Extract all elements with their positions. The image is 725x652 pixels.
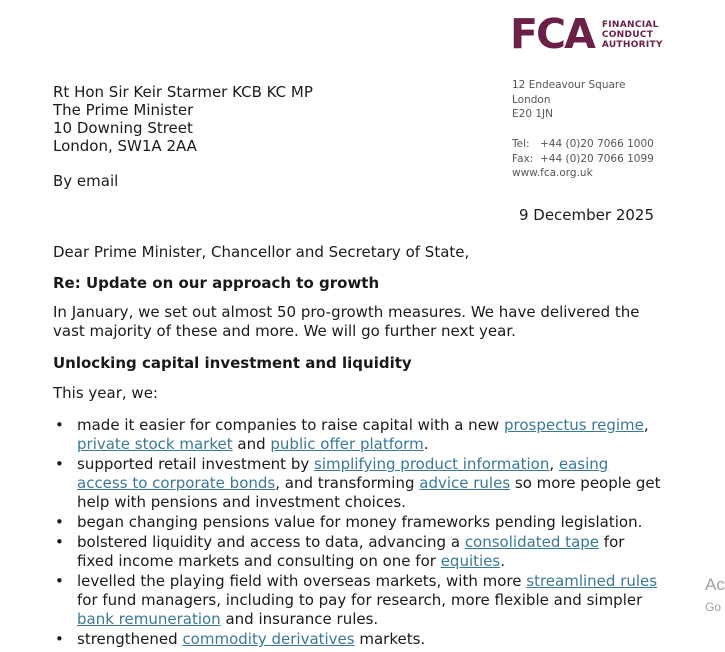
recipient-line: London, SW1A 2AA (53, 137, 197, 155)
sender-address-line: London (512, 93, 551, 106)
intro-paragraph: In January, we set out almost 50 pro-growth measures. We have delivered the vast majority of these and more. We will go further next year. (53, 303, 640, 340)
list-item-text: for fixed income markets and consulting on one for (77, 533, 625, 570)
recipient-line: The Prime Minister (53, 101, 194, 119)
list-item-text: supported retail investment by (77, 455, 314, 473)
salutation: Dear Prime Minister, Chancellor and Secretary of State, (53, 243, 470, 261)
tel-label: Tel: (512, 138, 530, 150)
inline-link[interactable]: simplifying product information (314, 455, 550, 473)
subject-line: Re: Update on our approach to growth (53, 274, 380, 292)
list-item-text: so more people get help with pensions and investment choices. (77, 474, 661, 511)
logo-line: AUTHORITY (601, 39, 663, 50)
logo-line: CONDUCT (601, 29, 654, 40)
list-item-text: , (549, 455, 559, 473)
list-item-text: and (232, 435, 271, 453)
fca-logo-wordmark (602, 20, 663, 50)
list-item-text: . (423, 435, 429, 453)
fax-number: +44 (0)20 7066 1099 (540, 152, 654, 165)
tel-number: +44 (0)20 7066 1000 (540, 138, 654, 150)
website: www.fca.org.uk (512, 167, 593, 179)
fax-row (512, 152, 654, 167)
list-item (53, 572, 663, 629)
by-email: By email (53, 172, 119, 190)
sender-address-line: E20 1JN (512, 108, 553, 120)
list-lead-in: This year, we: (53, 384, 158, 402)
edge-overlay-subtitle: Go (705, 600, 722, 614)
fca-logo (510, 10, 663, 58)
recipient-line: 10 Downing Street (53, 119, 193, 137)
section-heading: Unlocking capital investment and liquidity (53, 354, 412, 372)
inline-link[interactable]: public offer platform (270, 435, 424, 453)
list-item-text: bolstered liquidity and access to data, advancing a (77, 533, 465, 551)
list-item-text: , (643, 416, 649, 434)
list-item (53, 455, 663, 512)
recipient-line: Rt Hon Sir Keir Starmer KCB KC MP (53, 83, 313, 101)
letter-body (53, 243, 663, 650)
list-item-text: strengthened (77, 630, 183, 648)
list-item-text: and insurance rules. (220, 610, 379, 628)
inline-link[interactable]: advice rules (419, 474, 511, 492)
list-item-text: . (500, 552, 505, 570)
inline-link[interactable]: streamlined rules (526, 572, 658, 590)
inline-link[interactable]: bank remuneration (77, 610, 221, 628)
edge-overlay-title: Ac (705, 575, 725, 594)
contact-details (512, 137, 654, 181)
recipient-address (53, 83, 313, 155)
sender-address-line: 12 Endeavour Square (512, 79, 626, 91)
inline-link[interactable]: consolidated tape (464, 533, 600, 551)
list-item-text: for fund managers, including to pay for research, more flexible and simpler (77, 591, 643, 609)
tel-row (512, 137, 654, 152)
achievements-list (53, 416, 663, 649)
list-item-text: levelled the playing field with overseas markets, with more (77, 572, 527, 590)
list-item-text: made it easier for companies to raise capital with a new (77, 416, 504, 434)
list-item-text: , and transforming (275, 474, 420, 492)
fax-label: Fax: (512, 152, 534, 165)
inline-link[interactable]: prospectus regime (503, 416, 644, 434)
sender-address (512, 78, 625, 122)
letter-date: 9 December 2025 (518, 206, 654, 224)
list-item-text: markets. (354, 630, 426, 648)
list-item (53, 533, 663, 571)
list-item (53, 630, 663, 649)
inline-link[interactable]: easing access to corporate bonds (77, 455, 609, 492)
inline-link[interactable]: commodity derivatives (182, 630, 355, 648)
inline-link[interactable]: private stock market (77, 435, 233, 453)
fca-logo-mark: FCA (510, 10, 594, 58)
list-item-text: began changing pensions value for money frameworks pending legislation. (77, 513, 643, 531)
logo-line: FINANCIAL (601, 19, 659, 30)
list-item (53, 416, 663, 454)
list-item (53, 513, 663, 532)
inline-link[interactable]: equities (440, 552, 501, 570)
